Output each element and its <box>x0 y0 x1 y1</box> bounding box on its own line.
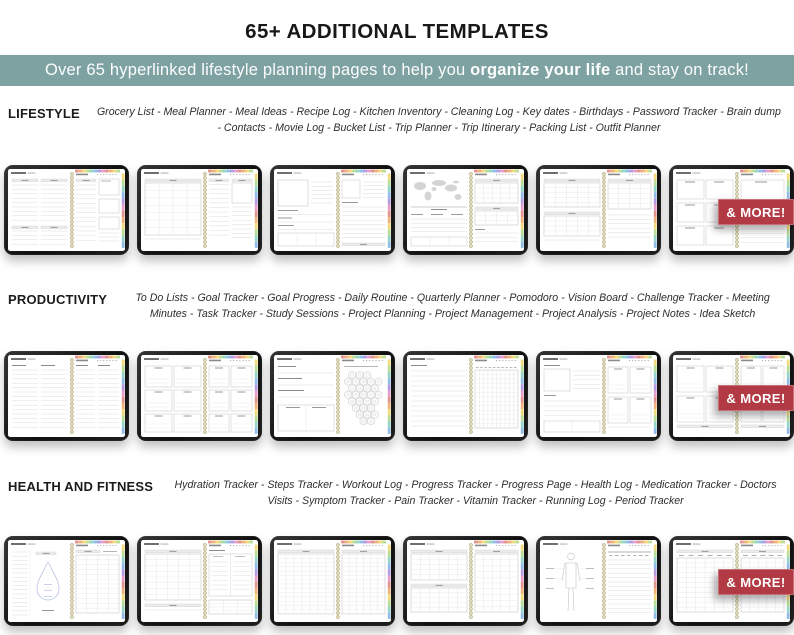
page-title: 65+ ADDITIONAL TEMPLATES <box>245 20 549 43</box>
tablet-mockup-two-tables <box>536 165 661 255</box>
tablet-screen-body-measure <box>540 540 657 622</box>
tablet-mockup-hydration-drop <box>4 536 129 626</box>
section-heading-productivity: PRODUCTIVITY <box>8 292 108 307</box>
tablet-screen-two-tables <box>540 169 657 251</box>
tablet-screen-habit-grid <box>274 540 391 622</box>
section-text-health-and-fitness <box>0 477 794 510</box>
tablet-screen-hex-challenge <box>274 355 391 437</box>
tablet-screen-world-map <box>407 169 524 251</box>
tablet-mockup-body-measure <box>536 536 661 626</box>
tablet-screen-meal-table <box>141 169 258 251</box>
tablet-row-productivity <box>4 351 794 441</box>
more-badge: & MORE! <box>718 385 794 411</box>
more-badge: & MORE! <box>718 569 794 595</box>
banner <box>0 55 794 86</box>
tablet-mockup-meal-table <box>137 165 262 255</box>
tablet-screen-todo-columns <box>8 355 125 437</box>
section-text-productivity <box>0 290 794 323</box>
tablet-mockup-project-sections <box>536 351 661 441</box>
banner-text-before: Over 65 hyperlinked lifestyle planning pages to help you <box>45 61 471 79</box>
section-template-list-lifestyle: Grocery List - Meal Planner - Meal Ideas - Recipe Log - Kitchen Inventory - Cleaning Log - Key dates - Birthdays - Password Tracker - Brain dump - Contacts - Movie Log - Bucket List - Trip Planner - Trip Itinerary - Packing List - Outfit Planner <box>96 106 781 135</box>
tablet-row-health-and-fitness <box>4 536 794 626</box>
tablet-screen-project-sections <box>540 355 657 437</box>
tablet-screen-goal-boxes <box>141 355 258 437</box>
tablet-row-lifestyle <box>4 165 794 255</box>
tablet-mockup-world-map <box>403 165 528 255</box>
tablet-mockup-recipe-page <box>270 165 395 255</box>
section-template-list-productivity: To Do Lists - Goal Tracker - Goal Progress - Daily Routine - Quarterly Planner - Pomodoro - Vision Board - Challenge Tracker - Meeting Minutes - Task Tracker - Study Sessions - Project Planning - Project Management - Project Analysis - Project Notes - Idea Sketch <box>135 292 770 321</box>
tablet-mockup-todo-columns <box>4 351 129 441</box>
tablet-screen-task-grid <box>407 355 524 437</box>
tablet-mockup-list-columns <box>4 165 129 255</box>
tablet-mockup-goal-boxes <box>137 351 262 441</box>
banner-highlight: organize your life <box>470 61 611 79</box>
tablet-mockup-tracker-tables <box>403 536 528 626</box>
section-text-lifestyle <box>0 104 794 137</box>
tablet-mockup-habit-grid <box>270 536 395 626</box>
tablet-screen-recipe-page <box>274 169 391 251</box>
section-heading-lifestyle: LIFESTYLE <box>8 106 80 121</box>
tablet-screen-list-columns <box>8 169 125 251</box>
more-badge: & MORE! <box>718 199 794 225</box>
section-template-list-health-and-fitness: Hydration Tracker - Steps Tracker - Workout Log - Progress Tracker - Progress Page - Health Log - Medication Tracker - Doctors Visits - Symptom Tracker - Pain Tracker - Vitamin Tracker - Running Log - Period Tracker <box>174 479 777 508</box>
tablet-mockup-hex-challenge <box>270 351 395 441</box>
tablet-mockup-task-grid <box>403 351 528 441</box>
tablet-screen-hydration-drop <box>8 540 125 622</box>
banner-text-after: and stay on track! <box>610 61 749 79</box>
tablet-screen-workout-log <box>141 540 258 622</box>
tablet-mockup-workout-log <box>137 536 262 626</box>
section-heading-health-and-fitness: HEALTH AND FITNESS <box>8 479 154 494</box>
tablet-screen-tracker-tables <box>407 540 524 622</box>
